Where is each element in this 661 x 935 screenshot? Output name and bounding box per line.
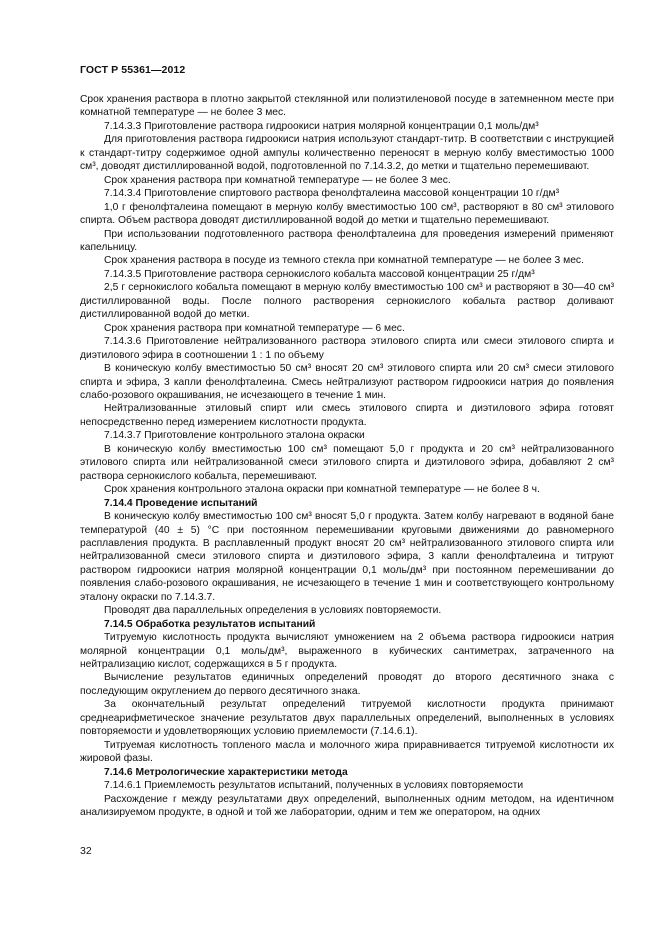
paragraph: Нейтрализованные этиловый спирт или смесь этилового спирта и диэтилового эфира готовят непосредственно перед измерением кислотности продукта. [80,403,614,428]
paragraph: Расхождение r между результатами двух определений, выполненных одним методом, на идентичном анализируемом продукте, в одной и той же лаборатории, одним и тем же оператором, на одних [80,793,614,819]
paragraph: 2,5 г сернокислого кобальта помещают в мерную колбу вместимостью 100 см³ и растворяют в 30—40 см³ дистиллированной воды. После полного растворения сернокислого кобальта раствор доливают дистиллированной водой до метки. [80,282,614,321]
paragraph: В коническую колбу вместимостью 100 см³ помещают 5,0 г продукта и 20 см³ нейтрализованного этилового спирта или нейтрализованной смеси этилового спирта и диэтилового эфира, добавляют 2 см³ раствора сернокислого кобальта, перемешивают. [80,443,614,482]
subsection-heading: 7.14.3.3 Приготовление раствора гидроокиси натрия молярной концентрации 0,1 моль/дм³ [104,120,539,132]
paragraph: 1,0 г фенолфталеина помещают в мерную колбу вместимостью 100 см³, растворяют в 80 см³ этилового спирта. Объем раствора доводят дистиллированной водой до метки и тщательно перемешивают. [80,201,614,227]
section-heading: 7.14.5 Обработка результатов испытаний [104,618,316,630]
document-header: ГОСТ Р 55361—2012 [80,64,186,76]
paragraph: Титруемую кислотность продукта вычисляют умножением на 2 объема раствора гидроокиси натрия молярной концентрации 0,1 моль/дм³, выраженного в кубических сантиметрах, затраченного на нейтрализацию кислот, содержащихся в 5 г продукта. [80,632,614,671]
page-number: 32 [80,845,92,857]
subsection-heading: 7.14.3.7 Приготовление контрольного эталона окраски [104,430,365,442]
paragraph: Срок хранения раствора при комнатной температуре — 6 мес. [104,322,405,334]
paragraph: Титруемая кислотность топленого масла и молочного жира приравнивается титруемой кислотности их жировой фазы. [80,739,614,765]
section-heading: 7.14.4 Проведение испытаний [104,497,258,509]
subsection-heading: 7.14.3.4 Приготовление спиртового раствора фенолфталеина массовой концентрации 10 г/дм³ [104,188,559,200]
paragraph: Для приготовления раствора гидроокиси натрия используют стандарт-титр. В соответствии с инструкцией к стандарт-титру содержимое одной ампулы количественно переносят в мерную колбу вместимостью 1000 см³, доводят дистиллированной водой, подготовленной по 7.14.3.2, до метки и тщательно перемешивают. [80,134,614,173]
paragraph: Срок хранения раствора при комнатной температуре — не более 3 мес. [104,174,451,186]
paragraph: За окончательный результат определений титруемой кислотности продукта принимают среднеарифметическое значение результатов двух параллельных определений, выполненных в условиях повторяемости и удовлетворяющих условию приемлемости (7.14.6.1). [80,699,614,738]
subsection-heading: 7.14.3.6 Приготовление нейтрализованного раствора этилового спирта или смеси этилового спирта и диэтилового эфира в соотношении 1 : 1 по объему [80,336,614,361]
paragraph: Срок хранения контрольного эталона окраски при комнатной температуре — не более 8 ч. [104,484,540,496]
paragraph: Вычисление результатов единичных определений проводят до второго десятичного знака с последующим округлением до первого десятичного знака. [80,672,614,697]
subsection-heading: 7.14.3.5 Приготовление раствора сернокислого кобальта массовой концентрации 25 г/дм³ [104,268,535,280]
paragraph: Срок хранения раствора в плотно закрытой стеклянной или полиэтиленовой посуде в затемненном месте при комнатной температуре — не более 3 мес. [80,94,614,119]
section-heading: 7.14.6 Метрологические характеристики метода [104,766,348,778]
paragraph: Срок хранения раствора в посуде из темного стекла при комнатной температуре — не более 3 мес. [104,255,584,267]
paragraph: Проводят два параллельных определения в условиях повторяемости. [104,605,442,617]
paragraph: В коническую колбу вместимостью 50 см³ вносят 20 см³ этилового спирта или 20 см³ смеси этилового спирта и эфира, 3 капли фенолфталеина. Смесь нейтрализуют раствором гидроокиси натрия до появления слабо-розового окрашивания, не исчезающего в течение 1 мин. [80,363,614,401]
document-body [80,93,614,819]
subsection-heading: 7.14.6.1 Приемлемость результатов испытаний, полученных в условиях повторяемости [104,780,524,792]
paragraph: В коническую колбу вместимостью 100 см³ вносят 5,0 г продукта. Затем колбу нагревают в водяной бане температурой (40 ± 5) °С при постоянном перемешивании круговыми движениями до равномерного расплавления продукта. В расплавленный продукт вносят 20 см³ нейтрализованного этилового спирта или нейтрализованной смеси этилового спирта и диэтилового эфира, 3 капли фенолфталеина и титруют раствором гидроокиси натрия молярной концентрации 0,1 моль/дм³ при постоянном перемешивании до появления слабо-розового окрашивания, не исчезающего в течение 1 мин и соответствующего контрольному эталону окраски по 7.14.3.7. [80,511,614,603]
paragraph: При использовании подготовленного раствора фенолфталеина для проведения измерений применяют капельницу. [80,228,614,253]
